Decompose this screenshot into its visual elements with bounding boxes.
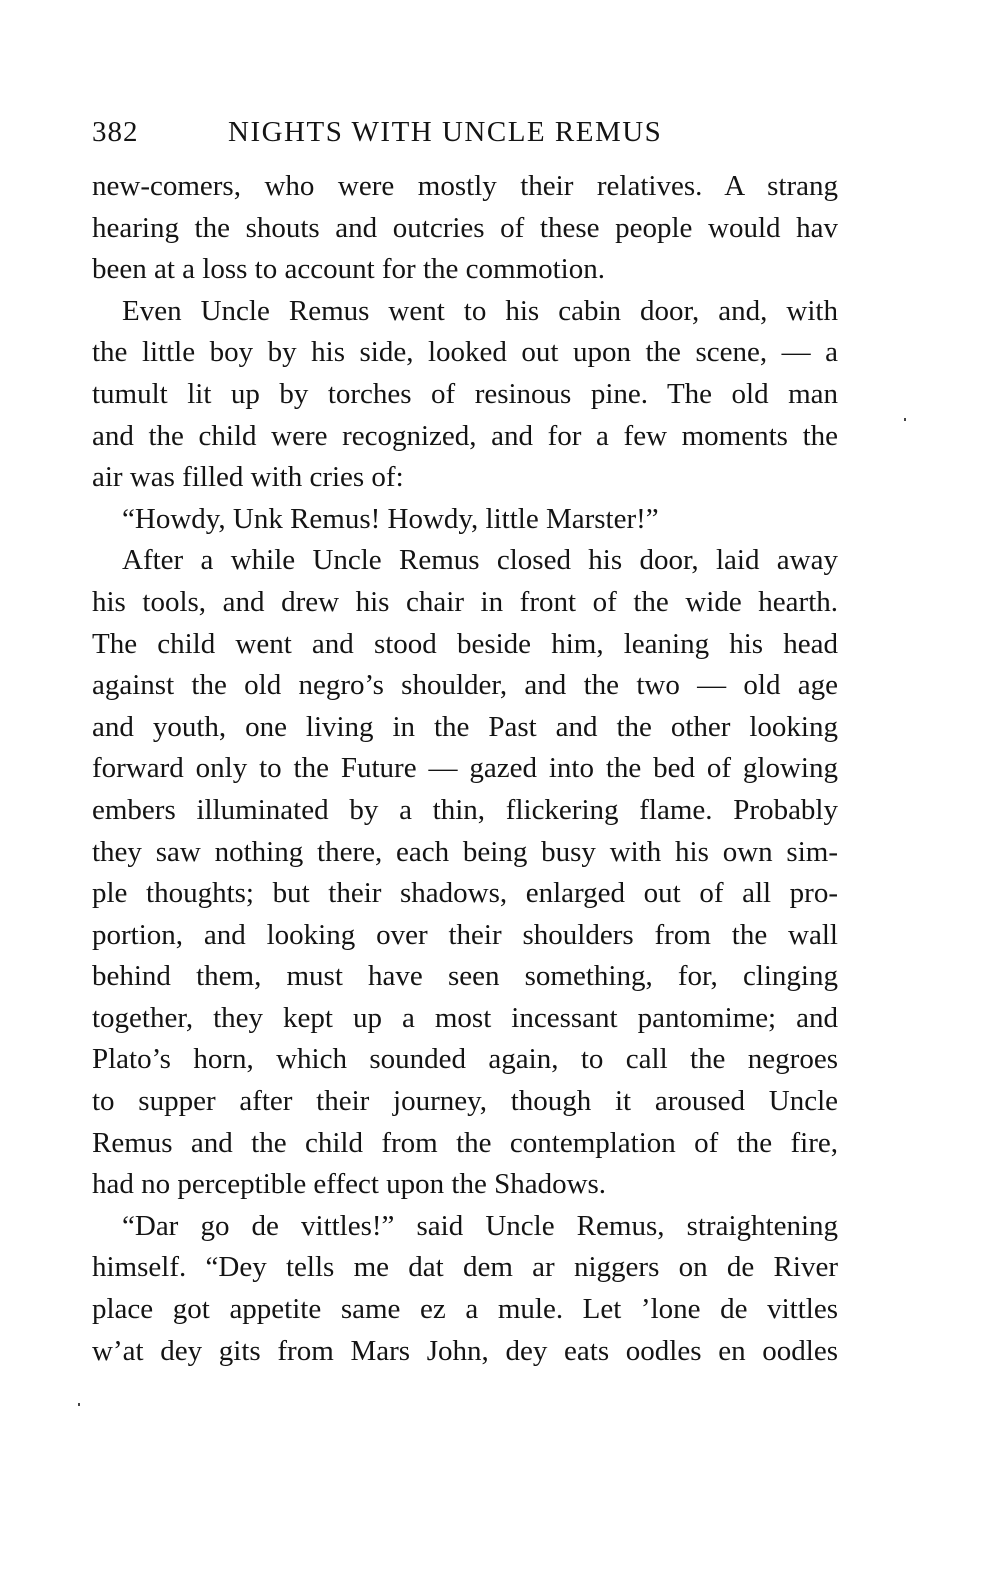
text-line: and the child were recognized, and for a few moments the: [92, 419, 838, 452]
text-line: his tools, and drew his chair in front of the wide hearth.: [92, 585, 838, 618]
body-text: [92, 166, 838, 1372]
text-line: together, they kept up a most incessant pantomime; and: [92, 1001, 838, 1034]
page-number: 382: [92, 116, 139, 148]
text-line: “Howdy, Unk Remus! Howdy, little Marster!”: [122, 502, 659, 535]
scan-speck: [78, 1403, 80, 1406]
text-line: embers illuminated by a thin, flickering flame. Probably: [92, 793, 838, 826]
running-title: NIGHTS WITH UNCLE REMUS: [228, 116, 663, 148]
book-page: [92, 106, 838, 1372]
paragraph-1: [92, 166, 838, 291]
text-line: been at a loss to account for the commotion.: [92, 253, 605, 286]
text-line: Remus and the child from the contemplation of the fire,: [92, 1126, 838, 1159]
text-line: air was filled with cries of:: [92, 461, 404, 494]
text-line: w’at dey gits from Mars John, dey eats oodles en oodles: [92, 1334, 838, 1367]
scan-speck: [904, 418, 906, 421]
text-line: hearing the shouts and outcries of these people would hav: [92, 211, 838, 244]
paragraph-3: [92, 499, 838, 541]
text-line: against the old negro’s shoulder, and the two — old age: [92, 669, 838, 702]
text-line: had no perceptible effect upon the Shadows.: [92, 1168, 607, 1201]
paragraph-5: [92, 1206, 838, 1372]
text-line: ple thoughts; but their shadows, enlarged out of all pro-: [92, 877, 838, 910]
paragraph-2: [92, 291, 838, 499]
text-line: After a while Uncle Remus closed his door, laid away: [122, 544, 838, 577]
text-line: Even Uncle Remus went to his cabin door, and, with: [122, 294, 838, 327]
text-line: they saw nothing there, each being busy with his own sim-: [92, 835, 838, 868]
text-line: tumult lit up by torches of resinous pine. The old man: [92, 377, 838, 410]
text-line: behind them, must have seen something, for, clinging: [92, 960, 838, 993]
text-line: himself. “Dey tells me dat dem ar niggers on de River: [92, 1251, 838, 1284]
text-line: forward only to the Future — gazed into the bed of glowing: [92, 752, 838, 785]
paragraph-4: [92, 540, 838, 1206]
page-header: [92, 106, 838, 158]
text-line: The child went and stood beside him, leaning his head: [92, 627, 838, 660]
text-line: to supper after their journey, though it aroused Uncle: [92, 1085, 838, 1118]
text-line: “Dar go de vittles!” said Uncle Remus, straightening: [122, 1209, 838, 1242]
text-line: place got appetite same ez a mule. Let ’lone de vittles: [92, 1293, 838, 1326]
text-line: and youth, one living in the Past and the other looking: [92, 710, 838, 743]
text-line: the little boy by his side, looked out upon the scene, — a: [92, 336, 838, 369]
text-line: Plato’s horn, which sounded again, to call the negroes: [92, 1043, 838, 1076]
text-line: new-comers, who were mostly their relatives. A strang: [92, 170, 838, 202]
text-line: portion, and looking over their shoulders from the wall: [92, 918, 838, 951]
